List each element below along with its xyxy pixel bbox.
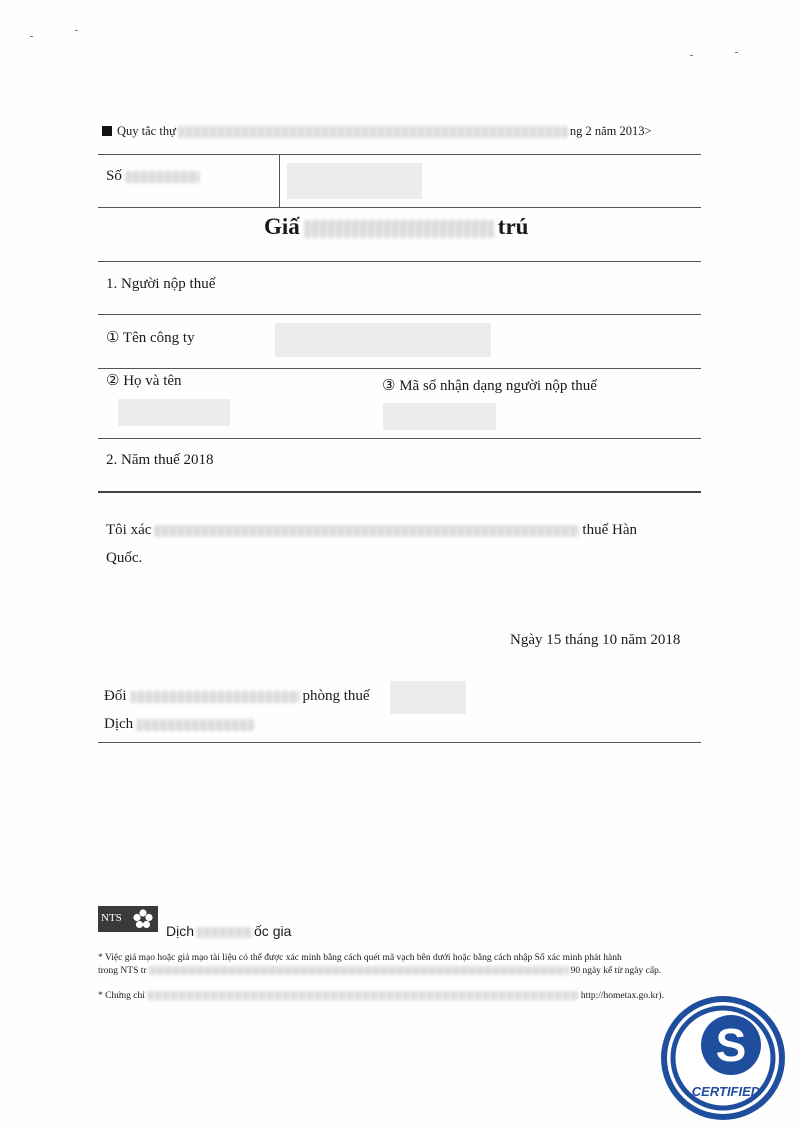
note-line2-prefix: trong NTS tr xyxy=(98,966,147,976)
divider xyxy=(98,438,701,439)
agency-name-suffix: ốc gia xyxy=(254,923,292,939)
divider xyxy=(98,368,701,369)
scan-speck xyxy=(30,36,33,37)
recipient-line-2 xyxy=(104,716,254,733)
redacted-text xyxy=(125,171,200,183)
divider xyxy=(98,742,701,743)
statement-line-2: Quốc. xyxy=(106,550,143,566)
full-name-label: ② Họ và tên xyxy=(106,373,182,389)
flower-emblem-icon xyxy=(132,908,154,930)
scan-speck xyxy=(735,52,738,53)
agency-name-prefix: Dịch xyxy=(166,923,195,939)
recipient-line-1 xyxy=(104,688,370,705)
redacted-full-name xyxy=(118,399,230,426)
title-prefix: Giấ xyxy=(264,214,300,239)
stamp-letter: S xyxy=(715,1019,747,1071)
tax-id-label: ③ Mã số nhận dạng người nộp thuế xyxy=(382,378,597,394)
divider xyxy=(98,314,701,315)
scan-speck xyxy=(75,30,78,31)
verification-note-line-2 xyxy=(98,965,661,978)
serial-label-text: Số xyxy=(106,168,122,184)
taxpayer-section-label: 1. Người nộp thuế xyxy=(106,276,216,292)
scan-speck xyxy=(690,55,693,56)
certified-stamp-icon xyxy=(658,993,788,1123)
note-line2-suffix: 90 ngày kể từ ngày cấp. xyxy=(570,966,662,976)
divider xyxy=(98,261,701,262)
regulation-header-prefix: Quy tắc thự xyxy=(117,124,176,138)
square-bullet-icon xyxy=(102,126,112,136)
document-title xyxy=(264,214,528,240)
redacted-text xyxy=(147,991,579,1000)
statement-prefix: Tôi xác xyxy=(106,522,152,538)
tax-year-label: 2. Năm thuế xyxy=(106,452,180,468)
divider xyxy=(98,207,701,208)
cell-divider xyxy=(279,155,280,207)
verification-note xyxy=(98,952,661,978)
title-suffix: trú xyxy=(497,214,529,239)
redacted-text xyxy=(149,966,569,975)
issue-date: Ngày 15 tháng 10 năm 2018 xyxy=(510,632,681,648)
regulation-header xyxy=(102,124,652,139)
recipient-line2-prefix: Dịch xyxy=(104,716,134,732)
stamp-label: CERTIFIED xyxy=(691,1084,761,1099)
agency-name xyxy=(166,923,291,939)
redacted-text xyxy=(196,927,252,938)
nts-logo-text: NTS xyxy=(101,912,122,924)
statement-suffix: thuế Hàn xyxy=(582,522,637,538)
redacted-text xyxy=(304,220,494,238)
double-divider xyxy=(98,491,701,493)
verification-note-line-1: * Việc giả mạo hoặc giả mạo tài liệu có thể được xác minh bằng cách quét mã vạch bên dưới hoặc bằng cách nhập Số xác minh phát hành xyxy=(98,953,622,963)
redacted-company-name xyxy=(275,323,491,357)
redacted-text xyxy=(154,525,579,537)
recipient-prefix: Đối xyxy=(104,688,127,704)
redacted-text xyxy=(130,691,300,703)
divider xyxy=(98,154,701,155)
certificate-note-suffix: http://hometax.go.kr). xyxy=(580,991,664,1001)
tax-year-value: 2018 xyxy=(183,452,214,468)
serial-number-label xyxy=(106,168,200,185)
redacted-tax-id xyxy=(383,403,496,430)
statement-line-1 xyxy=(106,522,637,539)
nts-logo xyxy=(98,906,158,932)
redacted-serial-value xyxy=(287,163,422,199)
redacted-office-name xyxy=(390,681,466,714)
recipient-mid: phòng thuế xyxy=(302,688,370,704)
company-name-label: ① Tên công ty xyxy=(106,330,195,346)
certificate-note-prefix: * Chứng chỉ xyxy=(98,991,145,1001)
redacted-text xyxy=(178,126,568,138)
regulation-header-suffix: ng 2 năm 2013> xyxy=(569,124,652,138)
tax-year-row xyxy=(106,452,213,469)
certificate-note xyxy=(98,990,664,1003)
redacted-text xyxy=(136,719,254,731)
